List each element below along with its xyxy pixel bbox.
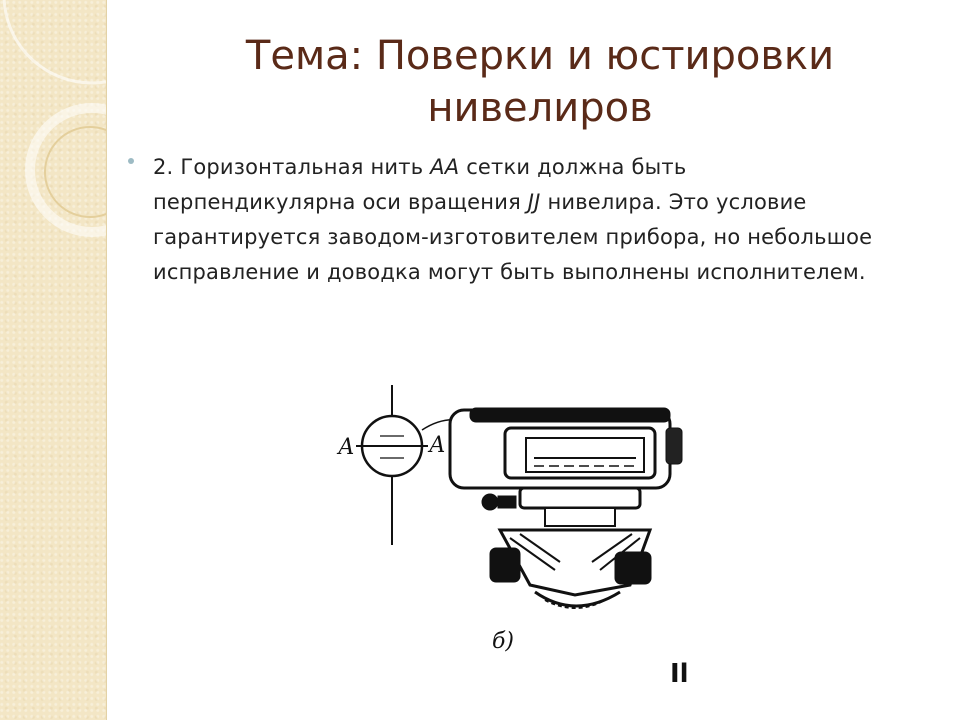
bullet-text-part-1: Горизонтальная нить — [173, 155, 431, 179]
title-line-2: нивелиров — [427, 85, 653, 131]
label-a-left: А — [338, 435, 355, 460]
decorative-side-band — [0, 0, 107, 720]
bullet-dot-icon — [128, 158, 134, 164]
bullet-text — [153, 150, 888, 290]
bullet-number: 2. — [153, 155, 174, 179]
axis-label-jj: JJ — [527, 190, 541, 214]
label-a-right: А — [429, 433, 446, 458]
telescope-body — [450, 408, 682, 488]
figure-caption: б) — [492, 629, 515, 654]
title-line-1: Тема: Поверки и юстировки — [245, 33, 835, 79]
axis-mark: Il — [670, 659, 689, 689]
instrument-base — [482, 488, 651, 608]
level-instrument-drawing — [330, 380, 710, 690]
slide-title — [150, 30, 930, 134]
bullet-list — [128, 150, 888, 290]
bullet-text-part-2: сетки должна быть перпендикулярна оси вращения — [153, 155, 687, 214]
bullet-text-part-3: нивелира. Это условие гарантируется заводом-изготовителем прибора, но небольшое исправление и доводка могут быть выполнены исполнителем. — [153, 190, 873, 284]
ornament-circles — [0, 0, 106, 260]
ornament-circle-1 — [4, 0, 106, 83]
thread-label-aa: АА — [430, 155, 460, 179]
ornament-circle-3 — [45, 127, 106, 217]
